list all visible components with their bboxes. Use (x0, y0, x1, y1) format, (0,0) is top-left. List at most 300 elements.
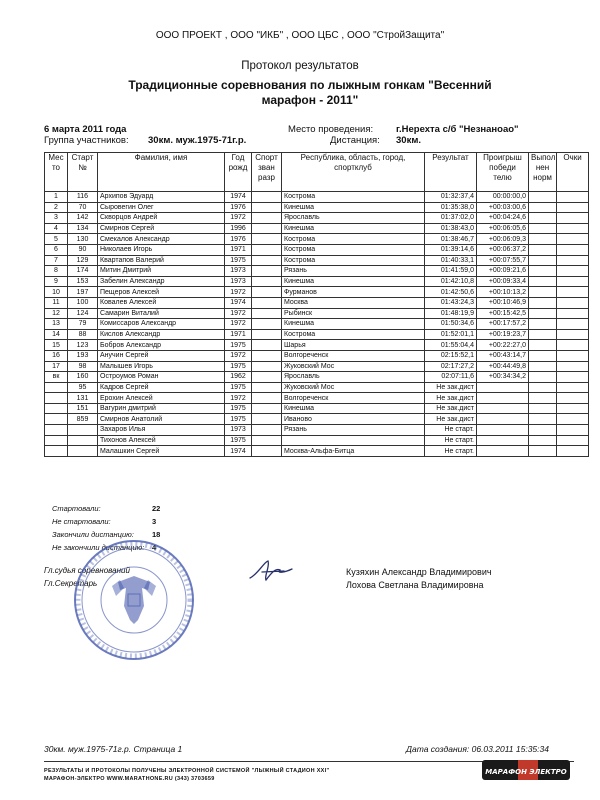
cell-year: 1971 (225, 244, 252, 255)
cell-norm (529, 202, 557, 213)
cell-rank (252, 425, 282, 436)
cell-rank (252, 372, 282, 383)
cell-rank (252, 276, 282, 287)
cell-bib (68, 446, 98, 457)
cell-bib: 79 (68, 319, 98, 330)
cell-norm (529, 350, 557, 361)
cell-points (557, 192, 589, 203)
cell-bib (68, 425, 98, 436)
cell-place: 4 (45, 223, 68, 234)
stat-value: 22 (152, 504, 161, 513)
cell-name: Пещеров Алексей (98, 287, 225, 298)
cell-norm (529, 435, 557, 446)
cell-rank (252, 266, 282, 277)
cell-norm (529, 213, 557, 224)
table-row (45, 308, 589, 319)
cell-year: 1971 (225, 329, 252, 340)
cell-points (557, 372, 589, 383)
cell-bib: 859 (68, 414, 98, 425)
cell-result: 01:42:50,6 (425, 287, 477, 298)
cell-year: 1972 (225, 350, 252, 361)
cell-points (557, 340, 589, 351)
cell-norm (529, 223, 557, 234)
cell-place (45, 446, 68, 457)
stat-label: Стартовали: (52, 504, 101, 513)
cell-behind: +00:15:42,5 (477, 308, 529, 319)
stat-value: 3 (152, 517, 157, 526)
cell-rank (252, 393, 282, 404)
system-line: РЕЗУЛЬТАТЫ И ПРОТОКОЛЫ ПОЛУЧЕНЫ ЭЛЕКТРОННОЙ СИСТЕМОЙ "ЛЫЖНЫЙ СТАДИОН XXI" (44, 768, 330, 774)
cell-place: 3 (45, 213, 68, 224)
cell-region: Москва (282, 297, 425, 308)
cell-region: Кострома (282, 244, 425, 255)
cell-points (557, 287, 589, 298)
cell-place (45, 403, 68, 414)
cell-norm (529, 287, 557, 298)
cell-name: Сыровегин Олег (98, 202, 225, 213)
cell-points (557, 202, 589, 213)
cell-norm (529, 340, 557, 351)
cell-rank (252, 350, 282, 361)
table-row (45, 350, 589, 361)
cell-behind: +00:10:46,9 (477, 297, 529, 308)
cell-rank (252, 340, 282, 351)
cell-behind: +00:10:13,2 (477, 287, 529, 298)
cell-region: Жуковский Мос (282, 382, 425, 393)
cell-norm (529, 414, 557, 425)
cell-behind: +00:22:27,0 (477, 340, 529, 351)
table-row (45, 234, 589, 245)
group-label: Группа участников: (44, 135, 129, 146)
cell-year: 1974 (225, 297, 252, 308)
cell-points (557, 276, 589, 287)
cell-name: Смекалов Александр (98, 234, 225, 245)
cell-name: Самарин Виталий (98, 308, 225, 319)
cell-year: 1976 (225, 202, 252, 213)
cell-norm (529, 393, 557, 404)
cell-result: 02:07:11,6 (425, 372, 477, 383)
cell-bib (68, 435, 98, 446)
cell-behind (477, 435, 529, 446)
cell-name: Анучин Сергей (98, 350, 225, 361)
table-row (45, 244, 589, 255)
cell-name: Комиссаров Александр (98, 319, 225, 330)
cell-result: 01:55:04,4 (425, 340, 477, 351)
cell-year: 1962 (225, 372, 252, 383)
distance-label: Дистанция: (330, 135, 380, 146)
col-name: Фамилия, имя (98, 153, 225, 192)
venue-value: г.Нерехта с/б "Незнаноао" (396, 124, 519, 135)
svg-text:МАРАФОН ЭЛЕКТРО: МАРАФОН ЭЛЕКТРО (485, 768, 567, 776)
protocol-heading: Протокол результатов (241, 60, 359, 72)
cell-rank (252, 329, 282, 340)
cell-result: 01:43:24,3 (425, 297, 477, 308)
cell-rank (252, 213, 282, 224)
cell-region: Кинешма (282, 319, 425, 330)
cell-place: 6 (45, 244, 68, 255)
cell-year: 1973 (225, 425, 252, 436)
cell-behind (477, 382, 529, 393)
cell-points (557, 393, 589, 404)
cell-norm (529, 276, 557, 287)
cell-result: 01:37:02,0 (425, 213, 477, 224)
distance-value: 30км. (396, 135, 421, 146)
cell-region: Рязань (282, 266, 425, 277)
cell-year: 1973 (225, 276, 252, 287)
cell-behind: +00:43:14,7 (477, 350, 529, 361)
cell-norm (529, 319, 557, 330)
stat-row (52, 517, 157, 526)
cell-place: 11 (45, 297, 68, 308)
marathon-logo (482, 758, 570, 782)
table-row (45, 372, 589, 383)
cell-rank (252, 308, 282, 319)
creation-date: Дата создания: 06.03.2011 15:35:34 (406, 744, 549, 754)
cell-behind (477, 446, 529, 457)
cell-region: Кинешма (282, 403, 425, 414)
cell-name: Архипов Эдуард (98, 192, 225, 203)
cell-name: Бобров Александр (98, 340, 225, 351)
cell-norm (529, 192, 557, 203)
cell-place: 10 (45, 287, 68, 298)
cell-behind: +00:06:09,3 (477, 234, 529, 245)
cell-result: Не старт. (425, 435, 477, 446)
cell-behind: 00:00:00,0 (477, 192, 529, 203)
cell-region: Жуковский Мос (282, 361, 425, 372)
cell-bib: 130 (68, 234, 98, 245)
cell-rank (252, 403, 282, 414)
title-line-2: марафон - 2011" (261, 93, 359, 107)
cell-year: 1975 (225, 340, 252, 351)
cell-region: Кинешма (282, 276, 425, 287)
table-row (45, 223, 589, 234)
cell-year: 1976 (225, 234, 252, 245)
cell-region: Фурманов (282, 287, 425, 298)
cell-name: Кадров Сергей (98, 382, 225, 393)
cell-norm (529, 446, 557, 457)
cell-year: 1975 (225, 435, 252, 446)
cell-norm (529, 403, 557, 414)
cell-norm (529, 425, 557, 436)
cell-name: Квартапов Валерий (98, 255, 225, 266)
cell-result: Не зак.дист (425, 393, 477, 404)
cell-behind: +00:07:55,7 (477, 255, 529, 266)
cell-result: Не старт. (425, 446, 477, 457)
cell-region: Кострома (282, 255, 425, 266)
table-row (45, 340, 589, 351)
cell-region: Иваново (282, 414, 425, 425)
cell-year: 1972 (225, 213, 252, 224)
cell-norm (529, 361, 557, 372)
cell-bib: 88 (68, 329, 98, 340)
cell-rank (252, 446, 282, 457)
cell-place: 13 (45, 319, 68, 330)
cell-year: 1972 (225, 308, 252, 319)
cell-region: Шарья (282, 340, 425, 351)
cell-behind: +00:03:00,6 (477, 202, 529, 213)
cell-result: 01:40:33,1 (425, 255, 477, 266)
cell-place: вк (45, 372, 68, 383)
cell-bib: 174 (68, 266, 98, 277)
cell-result: 01:35:38,0 (425, 202, 477, 213)
cell-behind: +00:06:05,6 (477, 223, 529, 234)
cell-region: Кинешма (282, 223, 425, 234)
cell-name: Тихонов Алексей (98, 435, 225, 446)
cell-norm (529, 308, 557, 319)
cell-result: Не зак.дист (425, 382, 477, 393)
cell-name: Малашкин Сергей (98, 446, 225, 457)
table-row (45, 382, 589, 393)
footer-system-text (44, 767, 329, 783)
cell-year: 1975 (225, 414, 252, 425)
table-row (45, 446, 589, 457)
cell-region: Кострома (282, 192, 425, 203)
table-row (45, 425, 589, 436)
cell-bib: 142 (68, 213, 98, 224)
cell-rank (252, 319, 282, 330)
cell-region: Волгореченск (282, 350, 425, 361)
title-line-1: Традиционные соревнования по лыжным гонкам "Весенний (128, 78, 492, 92)
cell-result: 01:41:59,0 (425, 266, 477, 277)
cell-rank (252, 361, 282, 372)
cell-points (557, 213, 589, 224)
table-row (45, 266, 589, 277)
cell-norm (529, 329, 557, 340)
judge-name: Кузяхин Александр Владимирович (346, 567, 492, 577)
cell-year: 1972 (225, 393, 252, 404)
cell-bib: 129 (68, 255, 98, 266)
cell-points (557, 382, 589, 393)
table-row (45, 276, 589, 287)
cell-place (45, 393, 68, 404)
cell-points (557, 255, 589, 266)
page-footer: 30км. муж.1975-71г.р. Страница 1 (44, 744, 183, 754)
cell-behind (477, 393, 529, 404)
cell-year: 1975 (225, 255, 252, 266)
cell-points (557, 308, 589, 319)
cell-norm (529, 255, 557, 266)
cell-norm (529, 234, 557, 245)
cell-bib: 153 (68, 276, 98, 287)
cell-points (557, 361, 589, 372)
group-value: 30км. муж.1975-71г.р. (148, 135, 247, 146)
cell-year: 1975 (225, 361, 252, 372)
cell-result: 01:42:10,8 (425, 276, 477, 287)
cell-points (557, 266, 589, 277)
cell-bib: 160 (68, 372, 98, 383)
table-row (45, 414, 589, 425)
cell-behind: +00:06:37,2 (477, 244, 529, 255)
cell-region: Рыбинск (282, 308, 425, 319)
cell-name: Малышев Игорь (98, 361, 225, 372)
cell-bib: 95 (68, 382, 98, 393)
cell-points (557, 435, 589, 446)
cell-name: Ерохин Алексей (98, 393, 225, 404)
cell-rank (252, 287, 282, 298)
cell-name: Ковалев Алексей (98, 297, 225, 308)
cell-result: 01:32:37,4 (425, 192, 477, 203)
cell-year: 1972 (225, 287, 252, 298)
cell-bib: 98 (68, 361, 98, 372)
cell-name: Скворцов Андрей (98, 213, 225, 224)
col-behind: Проигрыш победи телю (477, 153, 529, 192)
cell-place: 17 (45, 361, 68, 372)
venue-label: Место проведения: (288, 124, 374, 135)
cell-norm (529, 382, 557, 393)
cell-year: 1974 (225, 192, 252, 203)
cell-rank (252, 192, 282, 203)
col-bib: Старт № (68, 153, 98, 192)
cell-points (557, 446, 589, 457)
cell-points (557, 403, 589, 414)
stat-value: 4 (152, 543, 157, 552)
col-region: Республика, область, город, спортклуб (282, 153, 425, 192)
cell-name: Вагурин дмитрий (98, 403, 225, 414)
cell-year: 1975 (225, 403, 252, 414)
cell-bib: 134 (68, 223, 98, 234)
event-date: 6 марта 2011 года (44, 124, 127, 135)
table-row (45, 213, 589, 224)
cell-bib: 123 (68, 340, 98, 351)
cell-points (557, 223, 589, 234)
cell-bib: 193 (68, 350, 98, 361)
cell-name: Захаров Илья (98, 425, 225, 436)
cell-place: 8 (45, 266, 68, 277)
cell-behind: +00:17:57,2 (477, 319, 529, 330)
cell-rank (252, 244, 282, 255)
cell-year: 1972 (225, 319, 252, 330)
col-norm: Выпол нен норм (529, 153, 557, 192)
cell-place (45, 425, 68, 436)
cell-region (282, 435, 425, 446)
cell-name: Митин Дмитрий (98, 266, 225, 277)
cell-place: 15 (45, 340, 68, 351)
table-row (45, 361, 589, 372)
cell-behind: +00:34:34,2 (477, 372, 529, 383)
cell-bib: 116 (68, 192, 98, 203)
stat-label: Закончили дистанцию: (52, 530, 134, 539)
cell-rank (252, 435, 282, 446)
table-row (45, 287, 589, 298)
table-row (45, 319, 589, 330)
cell-name: Смирнов Сергей (98, 223, 225, 234)
cell-year: 1973 (225, 266, 252, 277)
cell-year: 1974 (225, 446, 252, 457)
cell-points (557, 425, 589, 436)
cell-rank (252, 202, 282, 213)
cell-behind: +00:44:49,8 (477, 361, 529, 372)
cell-points (557, 319, 589, 330)
cell-bib: 131 (68, 393, 98, 404)
cell-behind: +00:09:21,6 (477, 266, 529, 277)
official-stamp (72, 538, 196, 662)
cell-name: Смирнов Анатолий (98, 414, 225, 425)
cell-result: Не старт. (425, 425, 477, 436)
cell-place (45, 382, 68, 393)
stat-label: Не стартовали: (52, 517, 111, 526)
cell-behind (477, 414, 529, 425)
cell-region: Рязань (282, 425, 425, 436)
stat-row (52, 504, 161, 513)
cell-points (557, 297, 589, 308)
table-row (45, 329, 589, 340)
cell-rank (252, 234, 282, 245)
table-row (45, 393, 589, 404)
col-rank: Спорт зван разр (252, 153, 282, 192)
cell-result: Не зак.дист (425, 403, 477, 414)
cell-rank (252, 223, 282, 234)
stat-value: 18 (152, 530, 161, 539)
cell-result: 01:52:01,1 (425, 329, 477, 340)
cell-rank (252, 255, 282, 266)
table-row (45, 192, 589, 203)
stat-label: Не закончили дистанцию: (52, 543, 145, 552)
table-row (45, 403, 589, 414)
cell-result: 01:38:46,7 (425, 234, 477, 245)
cell-points (557, 244, 589, 255)
cell-behind (477, 403, 529, 414)
cell-rank (252, 297, 282, 308)
cell-place (45, 435, 68, 446)
cell-place: 1 (45, 192, 68, 203)
cell-region: Москва-Альфа-Битца (282, 446, 425, 457)
cell-place: 12 (45, 308, 68, 319)
cell-region: Кострома (282, 234, 425, 245)
signature (246, 558, 294, 584)
cell-place (45, 414, 68, 425)
cell-region: Кострома (282, 329, 425, 340)
results-table (44, 152, 589, 457)
cell-name: Забелин Александр (98, 276, 225, 287)
cell-year: 1975 (225, 382, 252, 393)
cell-place: 14 (45, 329, 68, 340)
cell-result: 01:50:34,6 (425, 319, 477, 330)
table-header-row (45, 153, 589, 192)
judge-label: Гл.судья соревнований (44, 566, 130, 575)
organizers-line: ООО ПРОЕКТ , ООО "ИКБ" , ООО ЦБС , ООО "СтройЗащита" (155, 30, 445, 41)
secretary-name: Лохова Светлана Владимировна (346, 580, 484, 590)
cell-behind: +00:09:33,4 (477, 276, 529, 287)
cell-region: Кинешма (282, 202, 425, 213)
cell-name: Остроумов Роман (98, 372, 225, 383)
cell-points (557, 329, 589, 340)
col-points: Очки (557, 153, 589, 192)
cell-name: Николаев Игорь (98, 244, 225, 255)
col-year: Год рожд (225, 153, 252, 192)
cell-norm (529, 297, 557, 308)
competition-title (100, 78, 520, 108)
cell-behind: +00:19:23,7 (477, 329, 529, 340)
table-row (45, 255, 589, 266)
cell-norm (529, 372, 557, 383)
cell-result: 01:48:19,9 (425, 308, 477, 319)
cell-bib: 197 (68, 287, 98, 298)
table-row (45, 202, 589, 213)
cell-bib: 70 (68, 202, 98, 213)
cell-norm (529, 244, 557, 255)
col-place: Мес то (45, 153, 68, 192)
table-row (45, 297, 589, 308)
cell-result: 01:38:43,0 (425, 223, 477, 234)
cell-result: 02:17:27,2 (425, 361, 477, 372)
cell-rank (252, 414, 282, 425)
cell-place: 16 (45, 350, 68, 361)
cell-rank (252, 382, 282, 393)
cell-points (557, 414, 589, 425)
cell-place: 2 (45, 202, 68, 213)
cell-result: 01:39:14,6 (425, 244, 477, 255)
cell-points (557, 234, 589, 245)
